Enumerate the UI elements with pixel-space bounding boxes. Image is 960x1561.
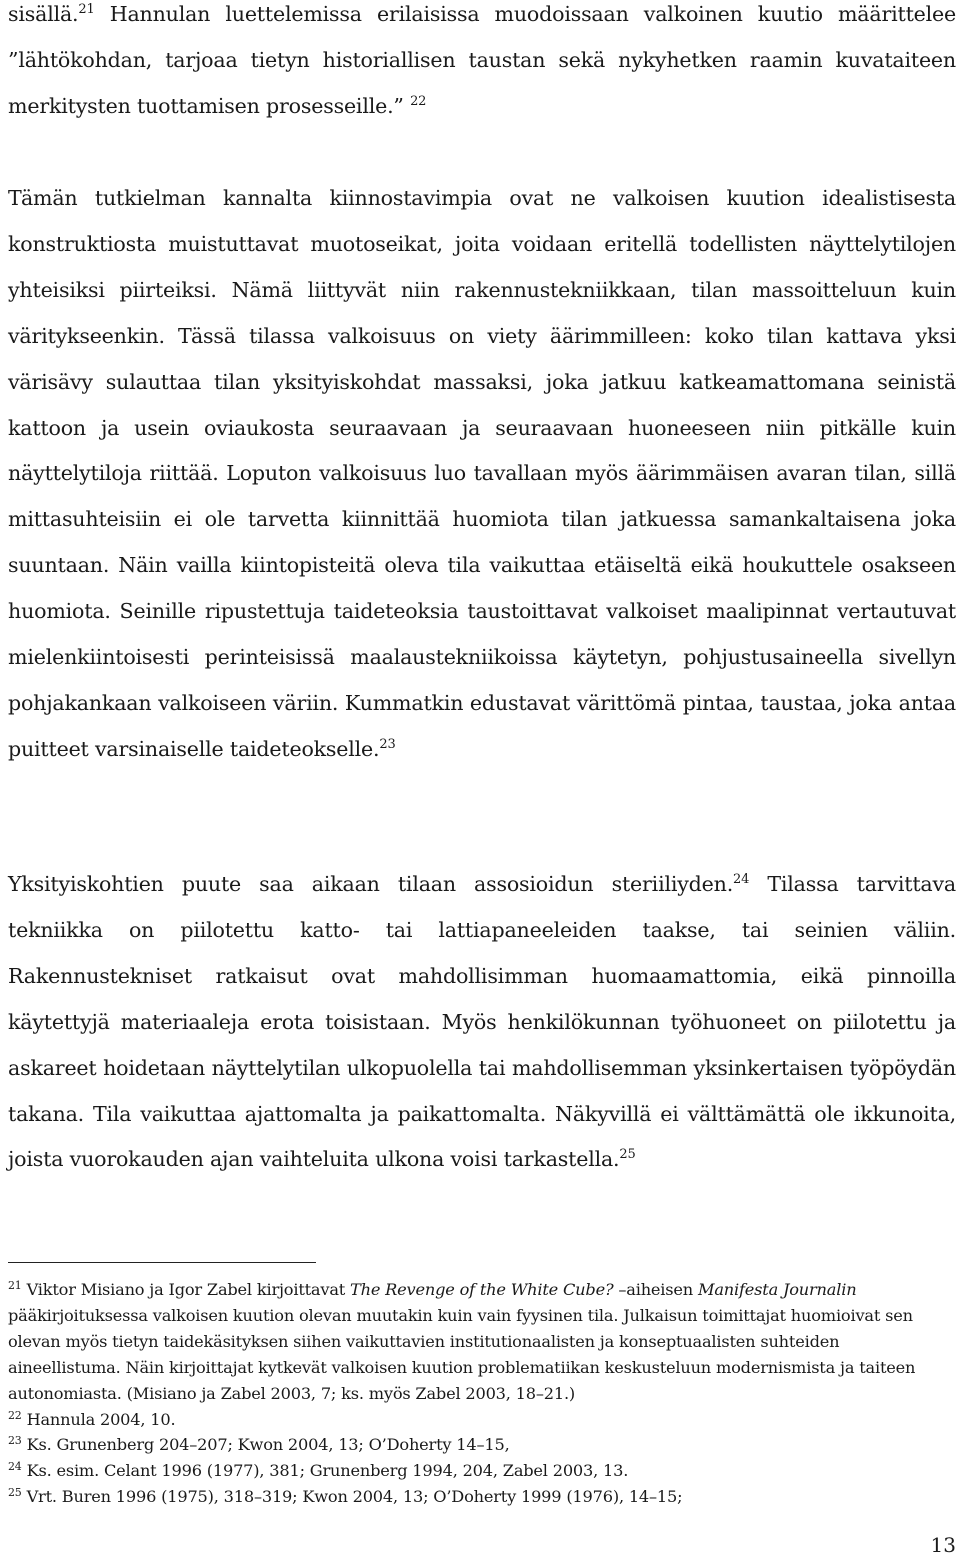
- footnote-number: 22: [8, 1408, 22, 1422]
- footnotes: [8, 1277, 943, 1510]
- footnote-number: 23: [8, 1434, 22, 1448]
- footnote-number: 25: [8, 1486, 22, 1500]
- footnote-ref: 24: [733, 872, 750, 887]
- footnote-number: 21: [8, 1279, 22, 1292]
- paragraph-2: Tämän tutkielman kannalta kiinnostavimpia ovat ne valkoisen kuution idealistisesta konstruktiosta muistuttavat muotoseikat, joita voidaan eritellä todellisten näyttelytilojen yhteisiksi piirteiksi. Nämä liittyvät niin rakennustekniikkaan, tilan massoitteluun kuin väritykseenkin. Tässä tilassa valkoisuus on viety äärimmilleen: koko tilan kattava yksi värisävy sulauttaa tilan yksityiskohdat massaksi, joka jatkuu katkeamattomana seinistä kattoon ja usein oviaukosta seuraavaan ja seuraavaan huoneeseen niin pitkälle kuin näyttelytiloja riittää. Loputon valkoisuus luo tavallaan myös äärimmäisen avaran tilan, sillä mittasuhteisiin ei ole tarvetta kiinnittää huomiota tilan jatkuessa samankaltaisena joka suuntaan. Näin vailla kiintopisteitä oleva tila vaikuttaa etäiseltä eikä houkuttele osakseen huomiota. Seinille ripustettuja taideteoksia taustoittavat valkoiset maalipinnat vertautuvat mielenkiintoisesti perinteisissä maalaustekniikoissa käytetyn, pohjustusaineella sivellyn pohjakankaan valkoiseen väriin. Kummatkin edustavat värittömä pintaa, taustaa, joka antaa puitteet varsinaiselle taideteokselle.$^{23}$: [8, 186, 956, 761]
- footnote-number: 24: [8, 1460, 22, 1474]
- paragraph-1: sisällä.$^{21}$ Hannulan luettelemissa erilaisissa muodoissaan valkoinen kuutio määrittelee ”lähtökohdan, tarjoaa tietyn historiallisen taustan sekä nykyhetken raamin kuvataiteen merkitysten tuottamisen prosesseille.” $^{22}$: [8, 2, 956, 118]
- footnote-22: $^{22}$ Hannula 2004, 10.: [8, 1408, 176, 1429]
- footnote-21: $^{21}$ Viktor Misiano ja Igor Zabel kirjoittavat The Revenge of the White Cube? –aiheisen Manifesta Journalin pääkirjoituksessa valkoisen kuution olevan muutakin kuin vain fyysinen tila. Julkaisun toimittajat huomioivat sen olevan myös tietyn taidekäsityksen siihen vaikuttavien institutionaalisten ja konseptuaalisten suhteiden aineellistuma. Näin kirjoittajat kytkevät valkoisen kuution problematiikan keskusteluun modernismista ja taiteen autonomiasta. (Misiano ja Zabel 2003, 7; ks. myös Zabel 2003, 18–21.): [8, 1279, 916, 1403]
- footnote-ref: 22: [410, 93, 427, 109]
- footnote-24: $^{24}$ Ks. esim. Celant 1996 (1977), 381; Grunenberg 1994, 204, Zabel 2003, 13.: [8, 1460, 629, 1481]
- italic-title: The Revenge of the White Cube?: [350, 1280, 614, 1299]
- footnote-separator: [8, 1262, 316, 1263]
- footnote-23: $^{23}$ Ks. Grunenberg 204–207; Kwon 2004, 13; O’Doherty 14–15,: [8, 1434, 510, 1455]
- footnote-ref: 23: [379, 736, 396, 752]
- page-number: 13: [930, 1533, 956, 1557]
- footnote-ref: 25: [619, 1147, 636, 1163]
- footnote-ref: 21: [78, 2, 95, 17]
- italic-title: Manifesta Journalin: [697, 1280, 857, 1299]
- paragraph-3: Yksityiskohtien puute saa aikaan tilaan assosioidun steriiliyden.$^{24}$ Tilassa tarvittava tekniikka on piilotettu katto- tai lattiapaneeleiden taakse, tai seinien väliin. Rakennustekniset ratkaisut ovat mahdollisimman huomaamattomia, eikä pinnoilla käytettyjä materiaaleja erota toisistaan. Myös henkilökunnan työhuoneet on piilotettu ja askareet hoidetaan näyttelytilan ulkopuolella tai mahdollisemman yksinkertaisen työpöydän takana. Tila vaikuttaa ajattomalta ja paikattomalta. Näkyvillä ei välttämättä ole ikkunoita, joista vuorokauden ajan vaihteluita ulkona voisi tarkastella.$^{25}$: [8, 872, 956, 1172]
- footnote-25: $^{25}$ Vrt. Buren 1996 (1975), 318–319; Kwon 2004, 13; O’Doherty 1999 (1976), 14–15;: [8, 1486, 683, 1507]
